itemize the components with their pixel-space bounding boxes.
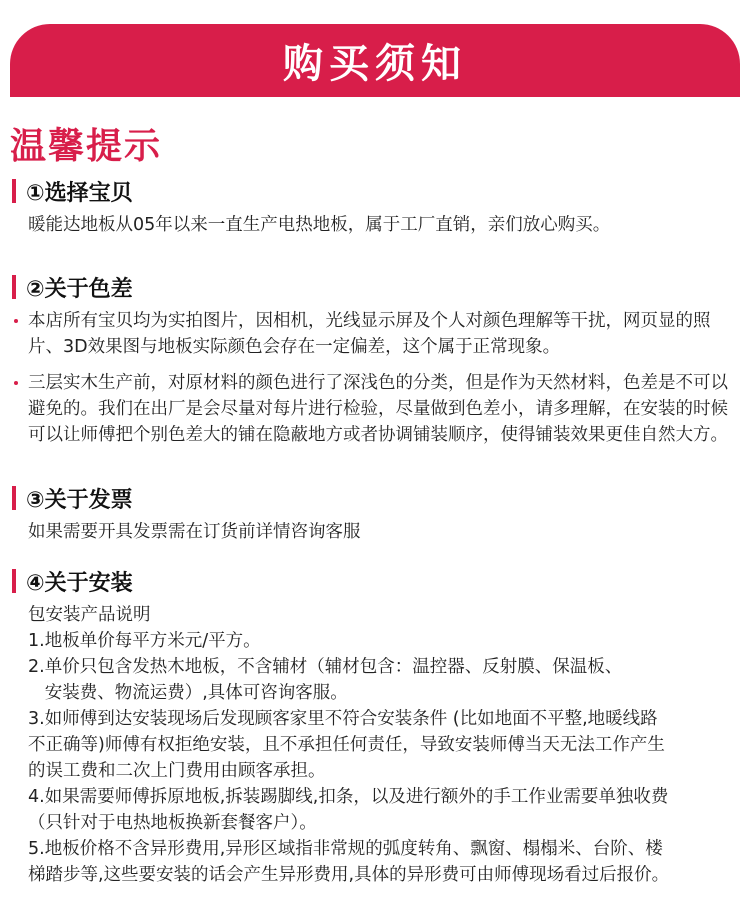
section-title: ①选择宝贝 xyxy=(26,180,133,206)
section-invoice xyxy=(12,483,732,545)
page-title: 购买须知 xyxy=(283,41,467,87)
section-marker xyxy=(12,275,16,299)
note-line: 的误工费和二次上门费用由顾客承担。 xyxy=(28,761,326,781)
bullet-text: 三层实木生产前，对原材料的颜色进行了深浅色的分类，但是作为天然材料，色差是不可以避免的。我们在出厂是会尽量对每片进行检验，尽量做到色差小，请多理解，在安装的时候可以让师傅把个别色差大的铺在隐蔽地方或者协调铺装顺序，使得铺装效果更佳自然大方。 xyxy=(28,373,728,445)
installation-notes xyxy=(28,602,732,888)
note-line: 不正确等)师傅有权拒绝安装，且不承担任何责任，导致安装师傅当天无法工作产生 xyxy=(28,735,665,755)
section-title: ③关于发票 xyxy=(26,487,133,513)
section-marker xyxy=(12,486,16,510)
note-line: 安装费、物流运费）,具体可咨询客服。 xyxy=(28,683,348,703)
subtitle-tips: 温馨提示 xyxy=(10,126,163,167)
section-text: 如果需要开具发票需在订货前详情咨询客服 xyxy=(28,522,361,542)
note-line: （只针对于电热地板换新套餐客户）。 xyxy=(28,813,317,833)
section-title: ②关于色差 xyxy=(26,276,133,302)
note-line: 2.单价只包含发热木地板，不含辅材（辅材包含：温控器、反射膜、保温板、 xyxy=(28,657,623,677)
header-banner xyxy=(10,24,740,97)
note-line: 3.如师傅到达安装现场后发现顾客家里不符合安装条件 (比如地面不平整,地暖线路 xyxy=(28,709,658,729)
note-line: 5.地板价格不含异形费用,异形区域指非常规的弧度转角、飘窗、榻榻米、台阶、楼 xyxy=(28,839,663,859)
section-color-difference xyxy=(12,272,732,448)
note-line: 1.地板单价每平方米元/平方。 xyxy=(28,631,261,651)
section-installation xyxy=(12,566,732,888)
list-item xyxy=(12,308,732,360)
bullet-text: 本店所有宝贝均为实拍图片，因相机，光线显示屏及个人对颜色理解等干扰，网页显的照片、3D效果图与地板实际颜色会存在一定偏差，这个属于正常现象。 xyxy=(28,311,711,357)
section-choose-item xyxy=(12,176,732,238)
section-text: 暖能达地板从05年以来一直生产电热地板，属于工厂直销，亲们放心购买。 xyxy=(28,215,611,235)
note-line: 4.如果需要师傅拆原地板,拆装踢脚线,扣条，以及进行额外的手工作业需要单独收费 xyxy=(28,787,669,807)
section-title: ④关于安装 xyxy=(26,570,133,596)
list-item xyxy=(12,370,732,448)
section-marker xyxy=(12,179,16,203)
section-marker xyxy=(12,569,16,593)
note-line: 梯踏步等,这些要安装的话会产生异形费用,具体的异形费可由师傅现场看过后报价。 xyxy=(28,865,670,885)
bullet-dot xyxy=(14,381,18,385)
bullet-dot xyxy=(14,319,18,323)
note-line: 包安装产品说明 xyxy=(28,605,151,625)
